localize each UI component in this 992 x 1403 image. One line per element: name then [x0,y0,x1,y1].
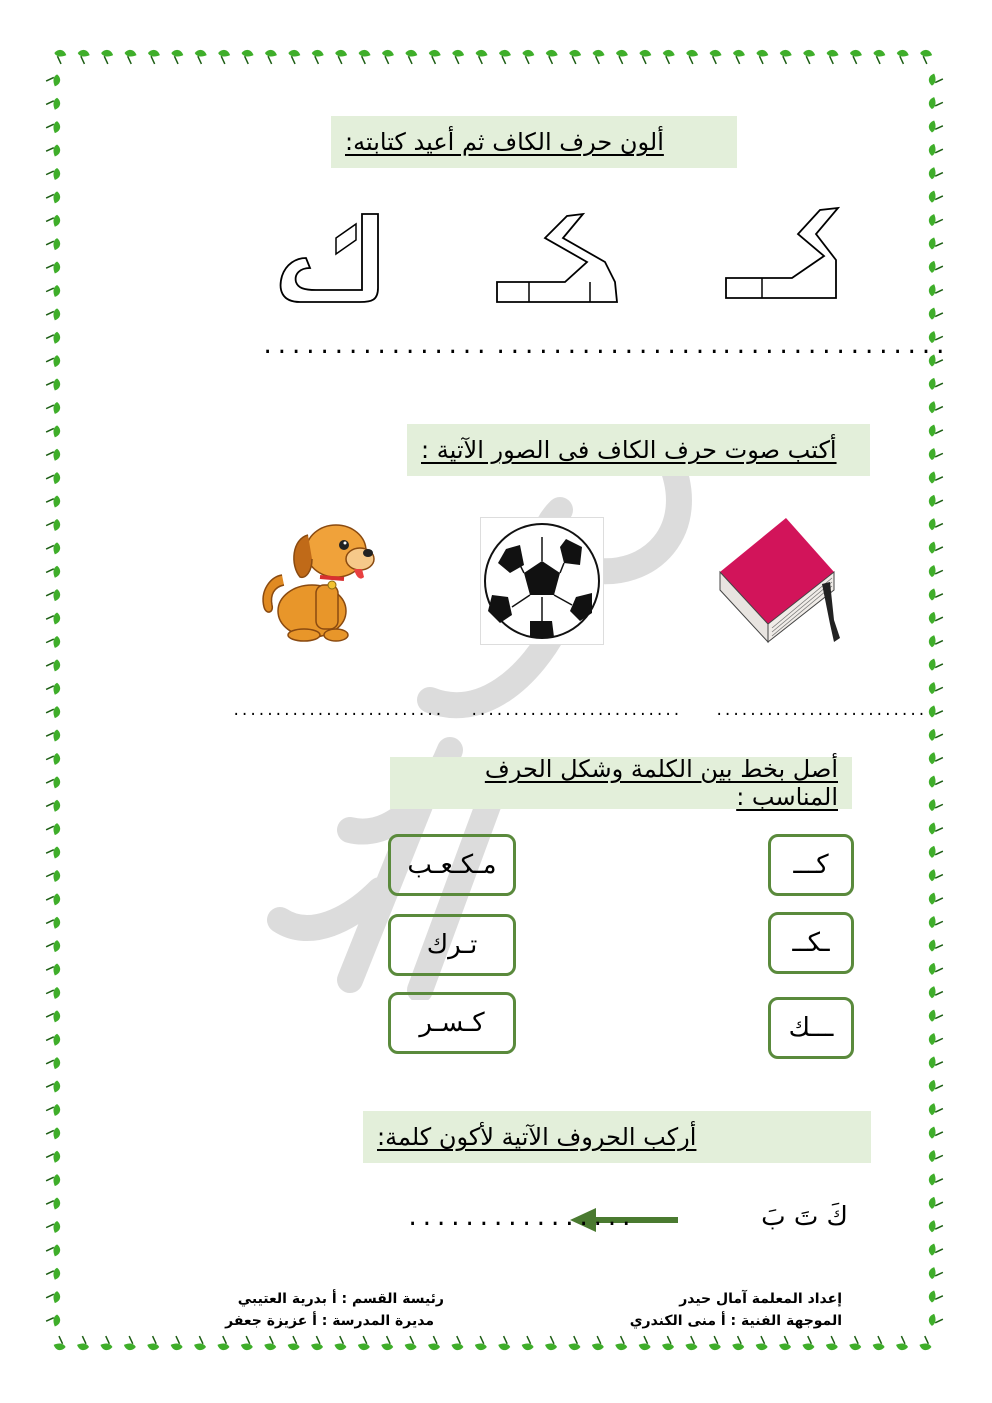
leaf-ornament [170,1335,186,1352]
leaf-ornament [145,48,161,65]
leaf-ornament [45,984,62,1000]
leaf-ornament [638,1335,654,1352]
leaf-ornament [427,1335,443,1352]
leaf-ornament [520,48,536,65]
leaf-ornament [45,1148,62,1164]
leaf-ornament [473,48,489,65]
leaf-ornament [45,914,62,930]
leaf-ornament [45,95,62,111]
leaf-ornament [927,634,944,650]
leaf-ornament [263,1335,279,1352]
football-picture [480,517,604,645]
leaf-ornament [45,306,62,322]
leaf-ornament [927,1126,944,1142]
footer-prepared-by: إعداد المعلمة آمال حيدر [679,1291,842,1307]
leaf-ornament [45,1242,62,1258]
leaf-ornament [927,143,944,159]
leaf-ornament [45,657,62,673]
leaf-ornament [123,1335,139,1352]
leaf-ornament [45,1171,62,1187]
leaf-ornament [927,190,944,206]
leaf-ornament [927,307,944,323]
leaf-ornament [45,961,62,977]
leaf-ornament [192,48,208,65]
leaf-ornament [52,48,68,65]
leaf-ornament [927,1266,944,1282]
leaf-ornament [310,1335,326,1352]
answer-dots-2[interactable]: ................ [494,334,722,359]
leaf-ornament [146,1335,162,1352]
leaf-ornament [45,540,62,556]
leaf-ornament [45,1265,62,1281]
leaf-ornament [45,493,62,509]
leaf-ornament [927,775,944,791]
leaf-ornament [193,1335,209,1352]
leaf-ornament [566,48,582,65]
leaf-ornament [927,892,944,908]
leaf-ornament [927,1219,944,1235]
leaf-ornament [379,48,395,65]
leaf-ornament [918,1335,934,1352]
leaf-ornament [45,72,62,88]
dog-picture [256,515,378,643]
leaf-ornament [927,1196,944,1212]
heading-compose-word [363,1111,871,1163]
leaf-ornament [684,1335,700,1352]
leaf-ornament [927,1055,944,1071]
leaf-ornament [777,48,793,65]
leaf-ornament [872,1335,888,1352]
leaf-ornament [927,1009,944,1025]
leaf-ornament [45,516,62,532]
leaf-ornament [262,48,278,65]
leaf-ornament [731,1335,747,1352]
leaf-ornament [847,48,863,65]
leaf-ornament [927,681,944,697]
outline-letter-initial[interactable] [720,200,840,306]
leaf-ornament [848,1335,864,1352]
word-box-3[interactable]: كـسـر [388,992,516,1054]
leaf-ornament [309,48,325,65]
leaf-ornament [239,48,255,65]
leaf-ornament [99,1335,115,1352]
answer-dots-1[interactable]: ................ [720,334,948,359]
leaf-ornament [927,751,944,767]
leaf-ornament [333,1335,349,1352]
leaf-ornament [286,48,302,65]
leaf-ornament [730,48,746,65]
leaf-ornament [45,282,62,298]
leaf-ornament [708,1335,724,1352]
leaf-ornament [927,1289,944,1305]
leaf-ornament [567,1335,583,1352]
leaf-ornament [45,1008,62,1024]
leaf-ornament [927,377,944,393]
leaf-ornament [45,703,62,719]
leaf-ornament [45,844,62,860]
leaf-ornament [927,260,944,276]
leaf-ornament [825,1335,841,1352]
leaf-ornament [240,1335,256,1352]
leaf-ornament [927,587,944,603]
leaf-ornament [45,891,62,907]
answer-dots-dog[interactable]: ......................... [232,703,443,719]
leaf-ornament [591,1335,607,1352]
leaf-ornament [927,400,944,416]
leaf-ornament [590,48,606,65]
leaf-ornament [824,48,840,65]
letters-to-combine: كَ تَ بَ [761,1202,848,1232]
leaf-ornament [613,48,629,65]
leaf-ornament [45,1078,62,1094]
leaf-ornament [927,73,944,89]
leaf-ornament [45,727,62,743]
leaf-ornament [927,541,944,557]
leaf-ornament [45,867,62,883]
leaf-ornament [927,821,944,837]
leaf-ornament [45,1218,62,1234]
leaf-ornament [287,1335,303,1352]
leaf-ornament [927,1243,944,1259]
leaf-ornament [927,166,944,182]
leaf-ornament [45,235,62,251]
leaf-ornament [380,1335,396,1352]
leaf-ornament [450,1335,466,1352]
leaf-ornament [927,915,944,931]
answer-dots-book[interactable]: ......................... [715,703,926,719]
leaf-ornament [660,48,676,65]
leaf-ornament [45,259,62,275]
leaf-ornament [45,774,62,790]
leaf-ornament [927,447,944,463]
leaf-ornament [45,446,62,462]
leaf-ornament [927,868,944,884]
leaf-ornament [45,1054,62,1070]
leaf-ornament [544,1335,560,1352]
leaf-ornament [614,1335,630,1352]
leaf-ornament [801,1335,817,1352]
leaf-ornament [661,1335,677,1352]
leaf-ornament [521,1335,537,1352]
leaf-ornament [76,1335,92,1352]
leaf-ornament [357,1335,373,1352]
heading-write-sound [407,424,870,476]
heading-text: أصل بخط بين الكلمة وشكل الحرف المناسب : [484,755,838,811]
leaf-ornament [45,142,62,158]
leaf-ornament [927,96,944,112]
leaf-ornament [45,1312,62,1328]
leaf-ornament [800,48,816,65]
answer-dots-word[interactable]: ................ [406,1206,634,1231]
leaf-ornament [53,1335,69,1352]
leaf-ornament [894,48,910,65]
leaf-ornament [332,48,348,65]
leaf-ornament [45,376,62,392]
leaf-ornament [356,48,372,65]
leaf-ornament [45,399,62,415]
leaf-ornament [45,586,62,602]
leaf-ornament [122,48,138,65]
leaf-ornament [927,798,944,814]
leaf-ornament [45,750,62,766]
leaf-ornament [45,610,62,626]
leaf-ornament [45,937,62,953]
leaf-ornament [927,728,944,744]
answer-dots-3[interactable]: ................ [261,334,489,359]
leaf-ornament [927,283,944,299]
letter-form-medial[interactable]: ـكــ [768,912,854,974]
leaf-ornament [927,704,944,720]
leaf-ornament [778,1335,794,1352]
letter-form-final[interactable]: ـــك [768,997,854,1059]
leaf-ornament [927,236,944,252]
leaf-ornament [45,423,62,439]
leaf-ornament [45,797,62,813]
leaf-ornament [169,48,185,65]
leaf-ornament [927,985,944,1001]
leaf-ornament [497,1335,513,1352]
heading-text: أركب الحروف الآتية لأكون كلمة: [377,1123,697,1151]
leaf-ornament [216,1335,232,1352]
leaf-ornament [927,938,944,954]
leaf-ornament [683,48,699,65]
footer-supervisor: الموجهة الفنية : أ منى الكندري [629,1313,842,1329]
word-box-1[interactable]: مـكـعـب [388,834,516,896]
footer-principal: مديرة المدرسة : أ عزيزة جعفر [225,1313,434,1329]
heading-match-lines [390,757,852,809]
leaf-ornament [449,48,465,65]
leaf-ornament [927,1149,944,1165]
leaf-ornament [45,1101,62,1117]
book-picture [712,512,842,647]
leaf-ornament [75,48,91,65]
answer-dots-football[interactable]: ......................... [470,703,681,719]
leaf-ornament [404,1335,420,1352]
leaf-ornament [755,1335,771,1352]
leaf-ornament [45,680,62,696]
leaf-ornament [871,48,887,65]
leaf-ornament [45,1288,62,1304]
leaf-ornament [45,165,62,181]
footer-dept-head: رئيسة القسم : أ بدرية العتيبي [237,1291,444,1307]
leaf-ornament [917,48,933,65]
leaf-ornament [543,48,559,65]
heading-color-letter [331,116,737,168]
leaf-ornament [45,820,62,836]
heading-text: أكتب صوت حرف الكاف فى الصور الآتية : [421,436,837,464]
leaf-ornament [45,1031,62,1047]
leaf-ornament [215,48,231,65]
letter-form-initial[interactable]: كـــ [768,834,854,896]
leaf-ornament [927,962,944,978]
leaf-ornament [927,1313,944,1329]
leaf-ornament [45,563,62,579]
leaf-ornament [45,329,62,345]
outline-letter-final[interactable] [276,210,388,306]
leaf-ornament [474,1335,490,1352]
leaf-ornament [754,48,770,65]
leaf-ornament [98,48,114,65]
leaf-ornament [496,48,512,65]
leaf-ornament [426,48,442,65]
leaf-ornament [927,611,944,627]
leaf-ornament [927,1079,944,1095]
leaf-ornament [45,189,62,205]
leaf-ornament [927,845,944,861]
leaf-ornament [45,469,62,485]
heading-text: ألون حرف الكاف ثم أعيد كتابته: [345,128,664,156]
leaf-ornament [927,1172,944,1188]
leaf-ornament [927,658,944,674]
leaf-ornament [707,48,723,65]
leaf-ornament [45,633,62,649]
leaf-ornament [637,48,653,65]
leaf-ornament [45,352,62,368]
outline-letter-medial[interactable] [495,210,620,306]
leaf-ornament [927,1102,944,1118]
leaf-ornament [927,494,944,510]
leaf-ornament [895,1335,911,1352]
word-box-2[interactable]: تـرك [388,914,516,976]
leaf-ornament [927,119,944,135]
leaf-ornament [45,118,62,134]
leaf-ornament [927,564,944,580]
leaf-ornament [927,517,944,533]
leaf-ornament [45,1125,62,1141]
leaf-ornament [927,1032,944,1048]
leaf-ornament [927,470,944,486]
leaf-ornament [45,1195,62,1211]
leaf-ornament [403,48,419,65]
leaf-ornament [927,424,944,440]
leaf-ornament [45,212,62,228]
leaf-ornament [927,213,944,229]
